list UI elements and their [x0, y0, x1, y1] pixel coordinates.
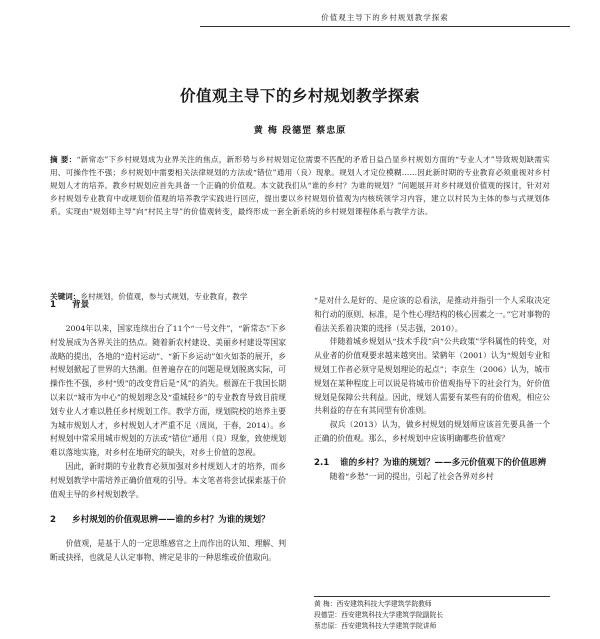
footnote-line: 蔡忠原：西安建筑科技大学建筑学院讲师 — [314, 622, 437, 630]
abstract-text: “新常态”下乡村规划成为业界关注的焦点，新形势与乡村规划定位需要不匹配的矛盾日益凸显乡村规划方面的“专业人才”导致规划缺需实用、可操作性不强；乡村规划中需要相关法律规划的方法或“错位”通用（良）现象。规划人才定位模糊……因此新时期的专业教育必须重视对乡村规划人才的培养。教乡村规划应首先具备一个正确的价值观。本文就我们从“谁的乡村？为谁的规划？”问题展开对乡村规划价值观的探讨，针对对乡村规划专业教育中或规划价值观的培养教学实践进行回应，提出要以乡村规划价值观为内核统领学习内容，建立以村民为主体的参与式规划体系。实现由“规划师主导”向“村民主导”的价值观转变，最终形成一套全新系统的乡村规划课程体系与教学方法。 — [50, 155, 550, 216]
right-paragraph: “是对什么是好的、是应该的总看法，是推动并指引一个人采取决定和行动的原则、标准，是个性心理结构的核心因素之一。”它对事物的看法关系着决策的选择（吴志强，2010）。 — [314, 296, 550, 333]
section-1-number: 1 — [50, 300, 56, 310]
authors: 黄 梅 段德罡 蔡忠原 — [253, 126, 347, 136]
footnote-line: 黄 梅：西安建筑科技大学建筑学院教师 — [314, 600, 432, 608]
running-head: 价值观主导下的乡村规划教学探索 — [200, 12, 570, 27]
section-1-paragraph: 因此，新时期的专业教育必须加强对乡村规划人才的培养，而乡村规划教学中需培养正确价值观的引导。本文笔者将尝试探索基于价值观主导的乡村规划教学。 — [50, 461, 286, 499]
section-1-paragraph: 2004年以来，国家连续出台了11个“一号文件”，“新常态”下乡村发展成为各界关注的热点。随着新农村建设、美丽乡村建设等国家战略的提出，各地的“造村运动”、“新下乡运动”如火如荼的展开，乡村规划掀起了世界的大热潮。但普遍存在的问题是规划脱离实际，可操作性不强，乡村“毁”的改变背后是“风”的消失。根源在于我国长期以来以“城市为中心”的规划理念及“重城轻乡”的专业教育导致目前规划专业人才难以胜任乡村规划工作。教学方面，规划院校的培养主要为城市规划人才，乡村规划人才严重不足（周岚，于春，2014）。乡村规划中常采用城市规划的方法或“错位”通用（良）现象，致使规划难以落地实施，对乡村在地研究的缺失，对乡土价值的忽视。 — [50, 324, 286, 458]
section-2-1-heading — [314, 456, 550, 470]
footnote-line: 段德罡：西安建筑科技大学建筑学院副院长 — [314, 611, 444, 619]
section-2-1-number: 2.1 — [314, 457, 330, 468]
section-2-1-title: 谁的乡村？为谁的规划？——多元价值观下的价值思辨 — [340, 457, 547, 468]
page-title: 价值观主导下的乡村规划教学探索 — [179, 87, 420, 105]
left-column — [50, 294, 286, 565]
section-2-paragraph: 价值观，是基于人的一定思维感官之上而作出的认知、理解、判断或抉择，也就是人认定事物、辨定是非的一种思维或价值取向。 — [50, 539, 286, 563]
section-2-heading — [50, 513, 286, 527]
keywords-text: 乡村规划，价值观，参与式规划，专业教育，教学 — [80, 292, 248, 301]
section-1-title: 背景 — [72, 300, 90, 310]
right-paragraph: 叔兵（2013）认为，做乡村规划的规划师应该首先要具备一个正确的价值观。那么，乡村规划中应该明确哪些价值观？ — [314, 420, 550, 443]
section-2-title: 乡村规划的价值观思辨——谁的乡村？为谁的规划？ — [72, 515, 270, 526]
right-column — [314, 294, 550, 484]
author-footnote — [314, 596, 550, 632]
right-paragraph: 伴随着城乡规划从“技术手段”向“公共政策”学科属性的转变，对从业者的价值观要求越来越突出。梁鹤年（2001）认为“规划专业和规划工作者必须守是规划理论的起点”；李京生（2006）认为，城市规划在某种程度上可以说是将城市价值观指导下的社会行为，好价值规划是保障公共利益。因此，规划人需要有某些有的价值观，相应公共利益的存在有其同型有价准则。 — [314, 337, 550, 416]
section-2-number: 2 — [50, 515, 56, 526]
section-1-heading — [50, 298, 286, 312]
section-2-1-paragraph: 随着“乡愁”一词的提出，引起了社会各界对乡村 — [329, 471, 494, 481]
keywords-label: 关键词： — [50, 292, 81, 301]
abstract — [50, 153, 550, 218]
abstract-label: 摘 要： — [50, 155, 77, 164]
